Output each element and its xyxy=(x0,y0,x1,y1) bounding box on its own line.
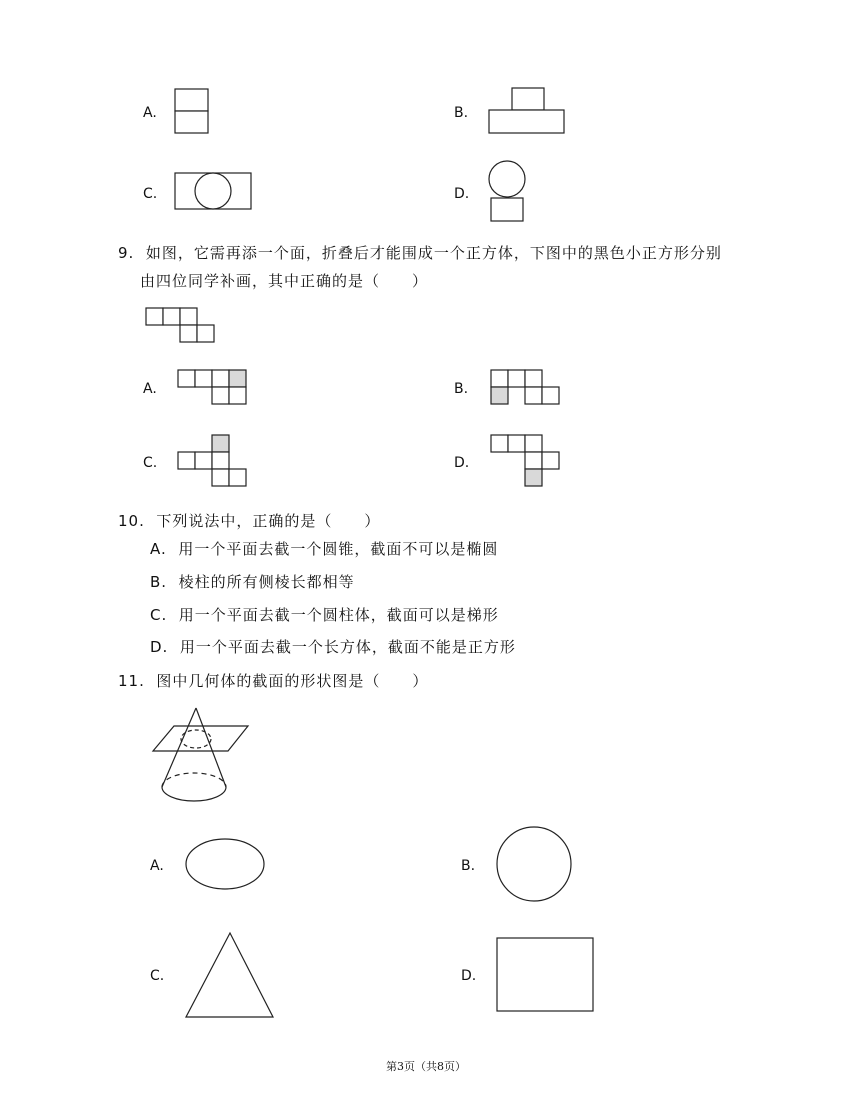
q10-option-b-text: 棱柱的所有侧棱长都相等 xyxy=(178,573,355,591)
page-footer: 第3页（共8页） xyxy=(386,1060,466,1073)
q10-option-b-label: B. xyxy=(150,573,168,591)
q10-option-d-text: 用一个平面去截一个长方体，截面不能是正方形 xyxy=(179,638,516,656)
q11-rectangle-shape xyxy=(497,938,593,1011)
q10-number: 10. xyxy=(118,512,145,530)
q10-option-a-label: A. xyxy=(150,540,167,558)
q9-option-a-label: A. xyxy=(143,381,157,397)
q9-stem-text: 如图，它需再添一个面，折叠后才能围成一个正方体，下图中的黑色小正方形分别 xyxy=(145,244,722,262)
q11-option-d-label: D. xyxy=(461,968,477,984)
q11-option-a-label: A. xyxy=(150,858,164,874)
q8-option-a-label: A. xyxy=(143,105,157,121)
q10-option-d-label: D. xyxy=(150,638,169,656)
q10-option-c-label: C. xyxy=(150,606,168,624)
q9-option-c-label: C. xyxy=(143,455,158,471)
q11-option-b-label: B. xyxy=(461,858,476,874)
q8-option-d-label: D. xyxy=(454,186,470,202)
q10-stem-text: 下列说法中，正确的是（ ） xyxy=(156,512,381,530)
q11-stem-text: 图中几何体的截面的形状图是（ ） xyxy=(156,672,429,690)
q9-stem-line2: 由四位同学补画，其中正确的是（ ） xyxy=(140,272,429,290)
q10-option-a-text: 用一个平面去截一个圆锥，截面不可以是椭圆 xyxy=(178,540,499,558)
q11-number: 11. xyxy=(118,672,145,690)
q9-number: 9. xyxy=(118,244,135,262)
q8-option-c-label: C. xyxy=(143,186,158,202)
q9-option-d-label: D. xyxy=(454,455,470,471)
q10-option-c-text: 用一个平面去截一个圆柱体，截面可以是梯形 xyxy=(178,606,499,624)
q11-option-c-label: C. xyxy=(150,968,165,984)
q8-option-b-label: B. xyxy=(454,105,469,121)
q9-option-b-label: B. xyxy=(454,381,469,397)
